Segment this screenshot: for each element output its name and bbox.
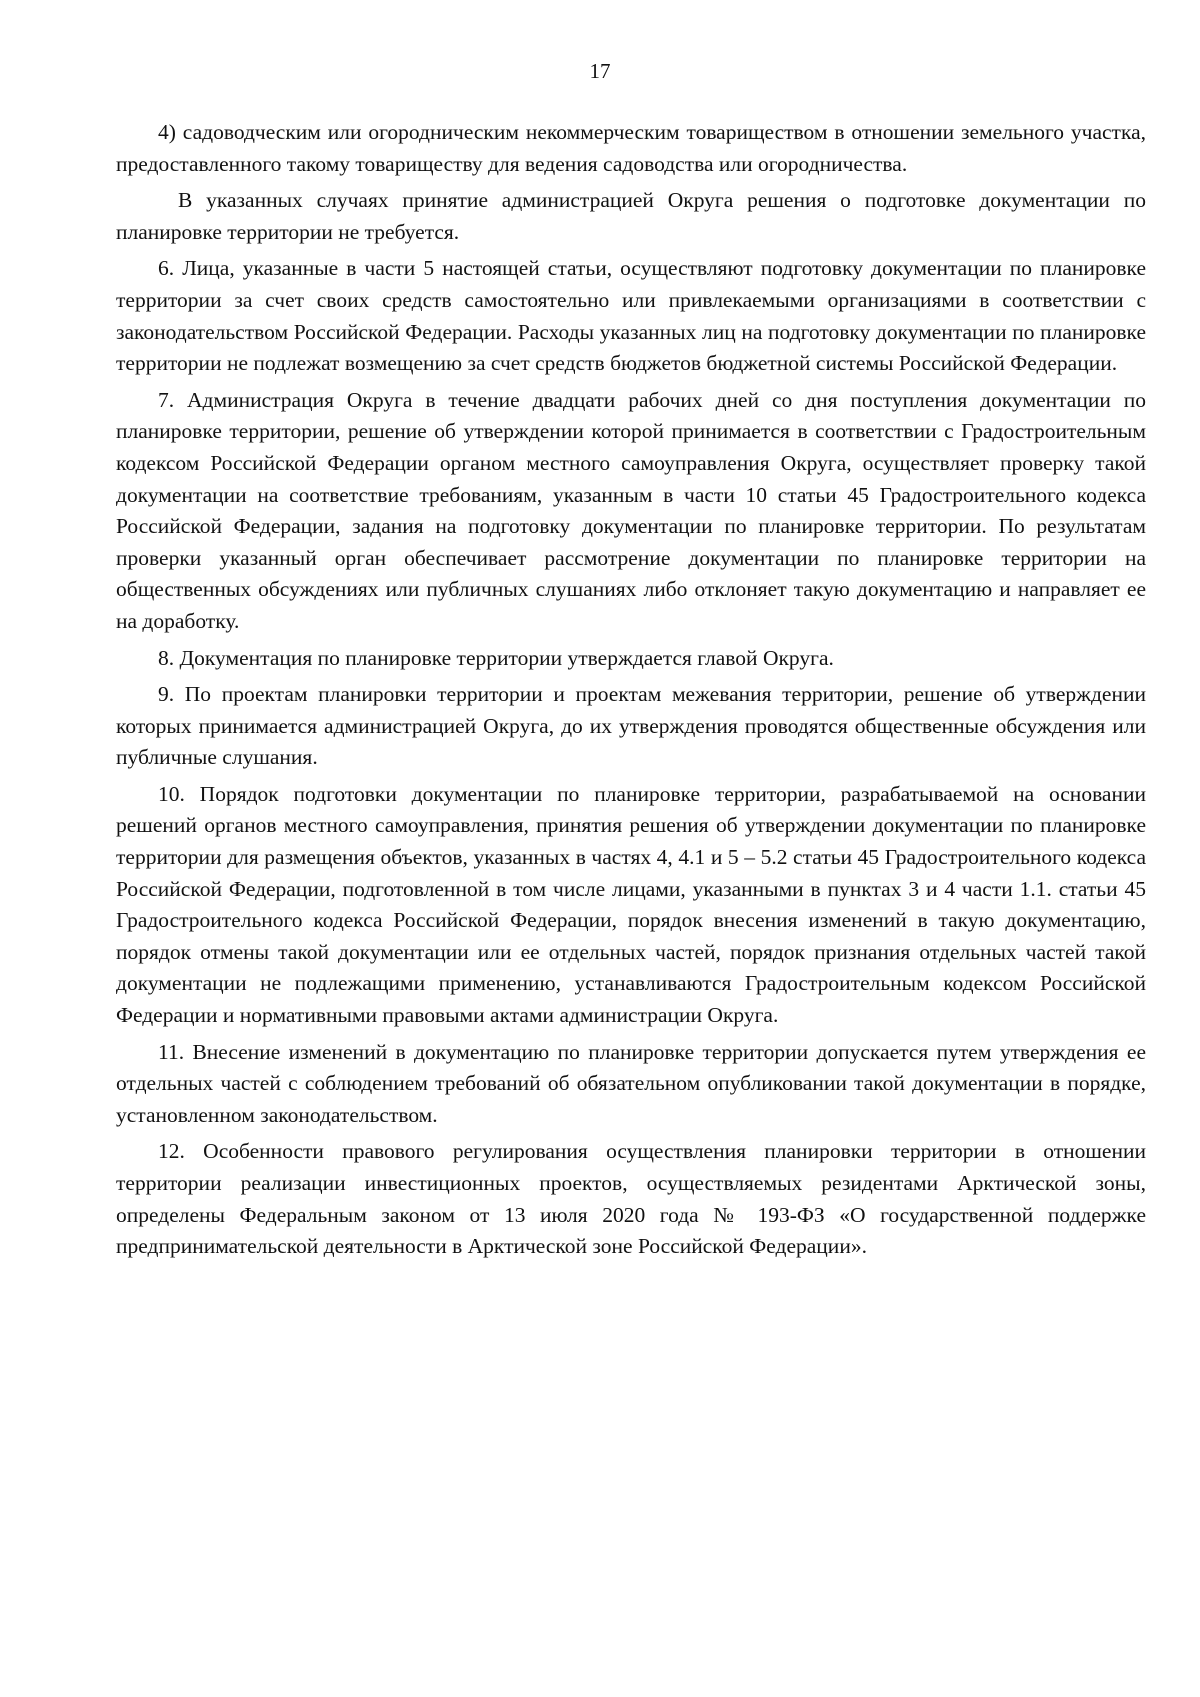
document-body	[116, 117, 1146, 1268]
paragraph-6: 6. Лица, указанные в части 5 настоящей статьи, осуществляют подготовку документации по планировке территории за счет своих средств самостоятельно или привлекаемыми организациями в соответствии с законодательством Российской Федерации. Расходы указанных лиц на подготовку документации по планировке территории не подлежат возмещению за счет средств бюджетов бюджетной системы Российской Федерации.	[116, 256, 1146, 376]
paragraph-7: 7. Администрация Округа в течение двадцати рабочих дней со дня поступления документации по планировке территории, решение об утверждении которой принимается в соответствии с Градостроительным кодексом Российской Федерации органом местного самоуправления Округа, осуществляет проверку такой документации на соответствие требованиям, указанным в части 10 статьи 45 Градостроительного кодекса Российской Федерации, задания на подготовку документации по планировке территории. По результатам проверки указанный орган обеспечивает рассмотрение документации по планировке территории на общественных обсуждениях или публичных слушаниях либо отклоняет такую документацию и направляет ее на доработку.	[116, 387, 1146, 633]
page-number: 17	[589, 59, 611, 83]
paragraph-11: 11. Внесение изменений в документацию по планировке территории допускается путем утверждения ее отдельных частей с соблюдением требований об обязательном опубликовании такой документации в порядке, установленном законодательством.	[116, 1039, 1146, 1127]
paragraph-item-4: 4) садоводческим или огородническим некоммерческим товариществом в отношении земельного участка, предоставленного такому товариществу для ведения садоводства или огородничества.	[116, 120, 1146, 176]
paragraph-12: 12. Особенности правового регулирования осуществления планировки территории в отношении территории реализации инвестиционных проектов, осуществляемых резидентами Арктической зоны, определены Федеральным законом от 13 июля 2020 года № 193-ФЗ «О государственной поддержке предпринимательской деятельности в Арктической зоне Российской Федерации».	[116, 1139, 1146, 1259]
paragraph-note: В указанных случаях принятие администрацией Округа решения о подготовке документации по планировке территории не требуется.	[116, 188, 1146, 244]
paragraph-9: 9. По проектам планировки территории и проектам межевания территории, решение об утверждении которых принимается администрацией Округа, до их утверждения проводятся общественные обсуждения или публичные слушания.	[116, 682, 1146, 770]
paragraph-10: 10. Порядок подготовки документации по планировке территории, разрабатываемой на основании решений органов местного самоуправления, принятия решения об утверждении документации по планировке территории для размещения объектов, указанных в частях 4, 4.1 и 5 – 5.2 статьи 45 Градостроительного кодекса Российской Федерации, подготовленной в том числе лицами, указанными в пунктах 3 и 4 части 1.1. статьи 45 Градостроительного кодекса Российской Федерации, порядок внесения изменений в такую документацию, порядок отмены такой документации или ее отдельных частей, порядок признания отдельных частей такой документации не подлежащими применению, устанавливаются Градостроительным кодексом Российской Федерации и нормативными правовыми актами администрации Округа.	[116, 781, 1146, 1028]
paragraph-8: 8. Документация по планировке территории утверждается главой Округа.	[158, 645, 834, 670]
